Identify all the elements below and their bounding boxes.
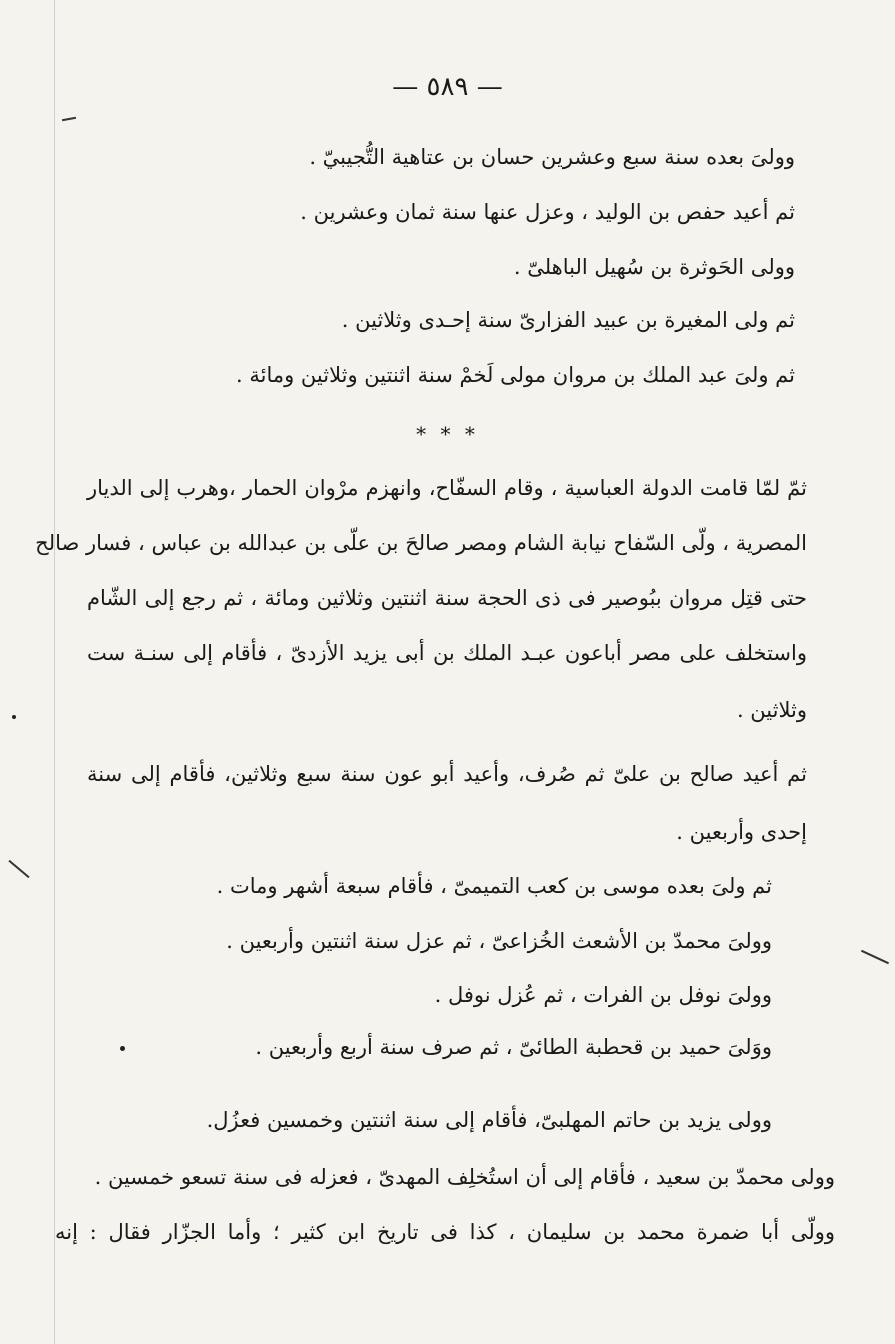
paragraph-line: إحدى وأربعين . bbox=[676, 820, 807, 844]
paragraph-line: وثلاثين . bbox=[736, 698, 807, 722]
text-line: وولى الحَوثرة بن سُهيل الباهلىّ . bbox=[513, 255, 795, 279]
text-line: ثم ولىَ عبد الملك بن مروان مولى لَخمْ سنة اثنتين وثلاثين ومائة . bbox=[236, 363, 795, 387]
text-line: ثم ولى المغيرة بن عبيد الفزارىّ سنة إحـدى وثلاثين . bbox=[341, 308, 795, 332]
text-line: وولىَ بعده سنة سبع وعشرين حسان بن عتاهية التُّجيبيّ . bbox=[309, 145, 795, 169]
text-line: ثم ولىَ بعده موسى بن كعب التميمىّ ، فأقام سبعة أشهر ومات . bbox=[216, 874, 772, 898]
section-separator: * * * bbox=[416, 422, 479, 446]
paragraph-line: المصرية ، ولّى السّفاح نيابة الشام ومصر صالحَ بن علّى بن عبدالله بن عباس ، فسار صالح bbox=[35, 531, 807, 555]
paragraph-line: حتى قتِل مروان ببُوصير فى ذى الحجة سنة اثنتين وثلاثين ومائة ، ثم رجع إلى الشّام bbox=[87, 586, 807, 610]
paragraph-line: ثمّ لمّا قامت الدولة العباسية ، وقام السفّاح، وانهزم مرْوان الحمار ،وهرب إلى الديار bbox=[87, 476, 807, 500]
scan-mark bbox=[8, 860, 29, 878]
paragraph-line: ثم أعيد صالح بن علىّ ثم صُرف، وأعيد أبو عون سنة سبع وثلاثين، فأقام إلى سنة bbox=[87, 762, 807, 786]
scan-mark bbox=[62, 117, 76, 121]
scan-speck bbox=[12, 715, 16, 719]
scan-mark bbox=[861, 950, 889, 964]
text-line: وولّى أبا ضمرة محمد بن سليمان ، كذا فى تاريخ ابن كثير ؛ وأما الجزّار فقال : إنه bbox=[55, 1220, 835, 1244]
scan-speck bbox=[120, 1046, 125, 1051]
text-line: وولىَ نوفل بن الفرات ، ثم عُزل نوفل . bbox=[434, 983, 772, 1007]
paragraph-line: واستخلف على مصر أباعون عبـد الملك بن أبى يزيد الأزدىّ ، فأقام إلى سنـة ست bbox=[87, 641, 807, 665]
text-line: ووَلىَ حميد بن قحطبة الطائىّ ، ثم صرف سنة أربع وأربعين . bbox=[255, 1035, 772, 1059]
text-line: وولى يزيد بن حاتم المهلبىّ، فأقام إلى سنة اثنتين وخمسين فعزُل. bbox=[206, 1108, 772, 1132]
text-line: وولى محمدّ بن سعيد ، فأقام إلى أن استُخلِف المهدىّ ، فعزله فى سنة تسعو خمسين . bbox=[94, 1165, 835, 1189]
page-number: — ٥٨٩ — bbox=[392, 72, 503, 102]
page-gutter-line bbox=[54, 0, 55, 1344]
text-line: وولىَ محمدّ بن الأشعث الخُزاعىّ ، ثم عزل سنة اثنتين وأربعين . bbox=[226, 929, 772, 953]
text-line: ثم أعيد حفص بن الوليد ، وعزل عنها سنة ثمان وعشرين . bbox=[300, 200, 795, 224]
